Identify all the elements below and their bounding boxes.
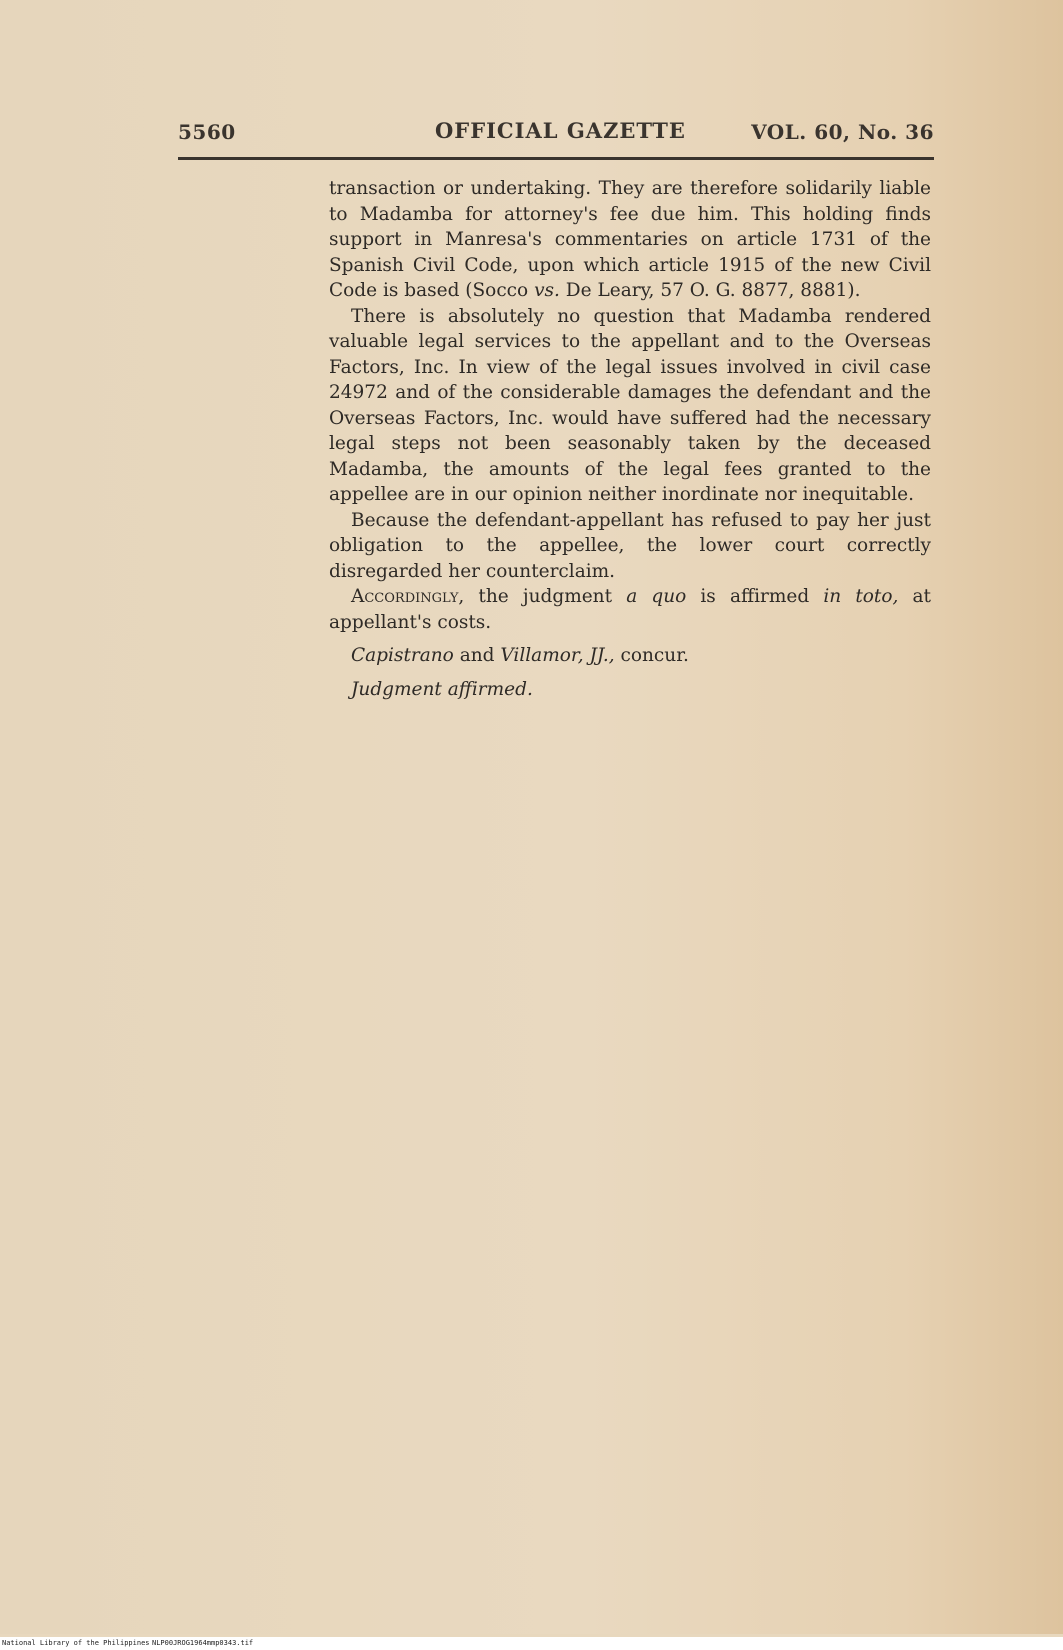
body-text bbox=[329, 176, 931, 702]
paragraph-3: Because the defendant-appellant has refused to pay her just obligation to the appellee, the lower court correctly disregarded her counterclaim. bbox=[329, 509, 931, 582]
paragraph-1: transaction or undertaking. They are therefore solidarily liable to Madamba for attorney's fee due him. This holding finds support in Manresa's commentaries on article 1731 of the Spanish Civil Code, upon which article 1915 of the new Civil Code is based (Socco vs. De Leary, 57 O. G. 8877, 8881). bbox=[329, 178, 931, 301]
judgment-line: Judgment affirmed. bbox=[351, 678, 533, 700]
header-rule bbox=[178, 157, 934, 160]
paragraph-2: There is absolutely no question that Madamba rendered valuable legal services to the appellant and to the Overseas Factors, Inc. In view of the legal issues involved in civil case 24972 and of the considerable damages the defendant and the Overseas Factors, Inc. would have suffered had the necessary legal steps not been seasonably taken by the deceased Madamba, the amounts of the legal fees granted to the appellee are in our opinion neither inordinate nor inequitable. bbox=[329, 305, 931, 505]
page-number: 5560 bbox=[178, 120, 236, 144]
paragraph-4: Accordingly, the judgment a quo is affirmed in toto, at appellant's costs. bbox=[329, 586, 931, 633]
concurrence: Capistrano and Villamor, JJ., concur. bbox=[351, 645, 689, 666]
page-header bbox=[178, 118, 934, 148]
scan-footer bbox=[0, 1637, 1063, 1650]
volume-number: VOL. 60, No. 36 bbox=[751, 120, 934, 144]
publication-title: OFFICIAL GAZETTE bbox=[435, 118, 686, 143]
library-name: National Library of the Philippines bbox=[2, 1639, 150, 1647]
file-name: NLP00JROG1964mmp0343.tif bbox=[152, 1639, 254, 1647]
